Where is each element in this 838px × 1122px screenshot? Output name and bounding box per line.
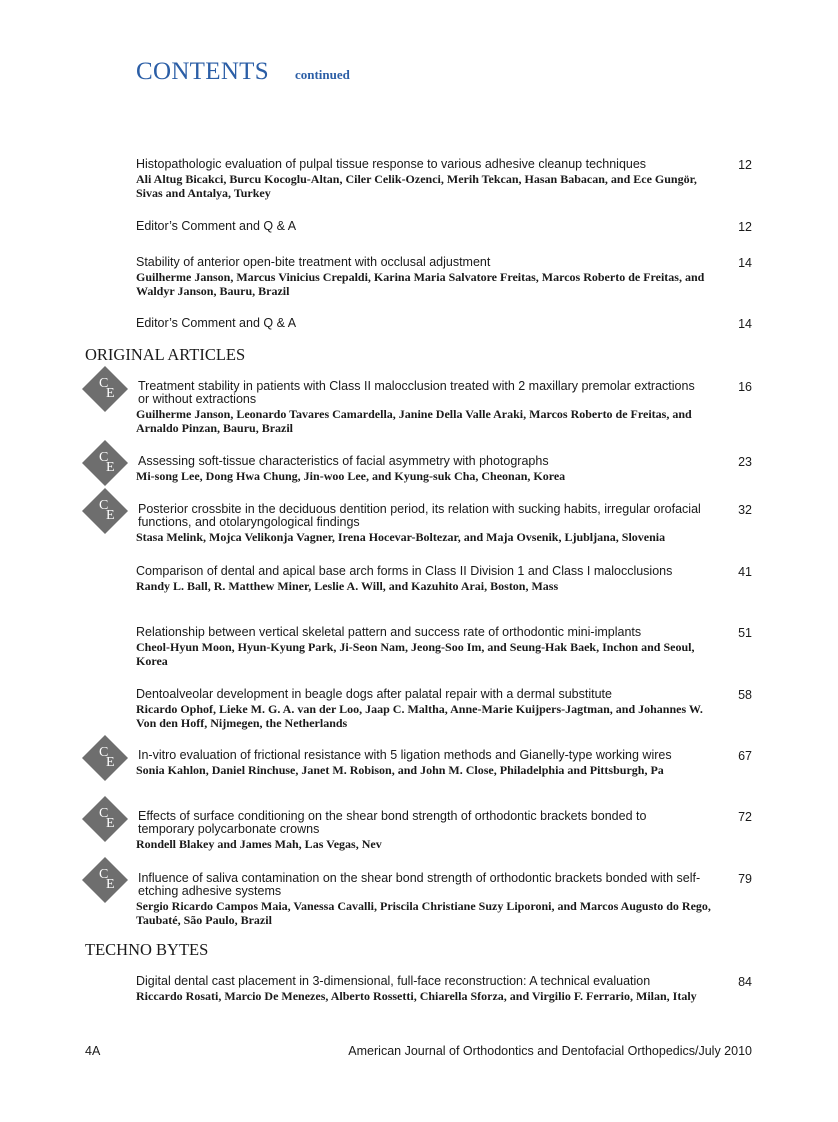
toc-entry[interactable] — [136, 455, 752, 483]
entry-title: Comparison of dental and apical base arch forms in Class II Division 1 and Class I malocclusions — [136, 564, 673, 578]
svg-text:C: C — [99, 450, 109, 465]
toc-entry[interactable] — [136, 975, 752, 1003]
entry-page: 12 — [738, 220, 752, 234]
entry-authors: Ali Altug Bicakci, Burcu Kocoglu-Altan, Ciler Celik-Ozenci, Merih Tekcan, Hasan Babacan, and Ece Gungör, Sivas and Antalya, Turkey — [136, 172, 697, 200]
svg-text:E: E — [106, 755, 115, 770]
toc-entry[interactable] — [136, 380, 752, 435]
toc-entry[interactable] — [136, 688, 752, 730]
footer-journal-name: American Journal of Orthodontics and Dentofacial Orthopedics/July 2010 — [348, 1044, 752, 1058]
svg-text:E: E — [106, 508, 115, 523]
entry-title: Relationship between vertical skeletal pattern and success rate of orthodontic mini-implants — [136, 625, 642, 639]
svg-text:E: E — [106, 460, 115, 475]
entry-title: Effects of surface conditioning on the shear bond strength of orthodontic brackets bonded to temporary polycarbonate crowns — [138, 809, 647, 836]
svg-text:E: E — [106, 386, 115, 401]
toc-entry[interactable] — [136, 872, 752, 927]
toc-entry[interactable] — [136, 317, 752, 330]
entry-page: 51 — [738, 626, 752, 640]
entry-page: 84 — [738, 975, 752, 989]
entry-authors: Guilherme Janson, Marcus Vinicius Crepaldi, Karina Maria Salvatore Freitas, Marcos Roberto de Freitas, and Waldyr Janson, Bauru, Brazil — [136, 270, 705, 298]
svg-text:E: E — [106, 816, 115, 831]
entry-page: 79 — [738, 872, 752, 886]
toc-entry[interactable] — [136, 158, 752, 200]
toc-entry[interactable] — [136, 503, 752, 544]
entry-authors: Sergio Ricardo Campos Maia, Vanessa Cavalli, Priscila Christiane Suzy Liporoni, and Marcos Augusto do Rego, Taubaté, São Paulo, Brazil — [136, 899, 711, 927]
section-heading-techno-bytes: TECHNO BYTES — [85, 940, 209, 959]
svg-text:C: C — [99, 376, 109, 391]
toc-entry[interactable] — [136, 565, 752, 593]
entry-title: Editor’s Comment and Q & A — [136, 219, 297, 233]
entry-page: 32 — [738, 503, 752, 517]
svg-text:C: C — [99, 806, 109, 821]
entry-authors: Stasa Melink, Mojca Velikonja Vagner, Irena Hocevar-Boltezar, and Maja Ovsenik, Ljubljana, Slovenia — [136, 530, 666, 544]
entry-page: 16 — [738, 380, 752, 394]
entry-page: 41 — [738, 565, 752, 579]
entry-authors: Rondell Blakey and James Mah, Las Vegas, Nev — [136, 837, 382, 851]
toc-entry[interactable] — [136, 810, 752, 851]
footer-page-number: 4A — [85, 1044, 101, 1058]
toc-entry[interactable] — [136, 749, 752, 777]
entry-authors: Ricardo Ophof, Lieke M. G. A. van der Loo, Jaap C. Maltha, Anne-Marie Kuijpers-Jagtman, and Johannes W. Von den Hoff, Nijmegen, the Netherlands — [136, 702, 703, 730]
entry-title: Influence of saliva contamination on the shear bond strength of orthodontic brackets bonded with self-etching adhesive systems — [138, 871, 701, 898]
toc-entry[interactable] — [136, 220, 752, 233]
ce-credit-icon — [82, 796, 128, 842]
entry-page: 72 — [738, 810, 752, 824]
svg-text:E: E — [106, 877, 115, 892]
ce-credit-icon — [82, 488, 128, 534]
contents-header — [136, 58, 350, 86]
svg-text:C: C — [99, 498, 109, 513]
entry-title: Digital dental cast placement in 3-dimensional, full-face reconstruction: A technical evaluation — [136, 974, 651, 988]
entry-page: 14 — [738, 317, 752, 331]
entry-title: Histopathologic evaluation of pulpal tissue response to various adhesive cleanup techniques — [136, 157, 647, 171]
entry-title: Dentoalveolar development in beagle dogs after palatal repair with a dermal substitute — [136, 687, 612, 701]
toc-entry[interactable] — [136, 626, 752, 668]
entry-title: Assessing soft-tissue characteristics of facial asymmetry with photographs — [138, 454, 549, 468]
entry-title: Editor’s Comment and Q & A — [136, 316, 297, 330]
entry-title: In-vitro evaluation of frictional resistance with 5 ligation methods and Gianelly-type working wires — [138, 748, 672, 762]
entry-page: 58 — [738, 688, 752, 702]
toc-entry[interactable] — [136, 256, 752, 298]
entry-title: Stability of anterior open-bite treatment with occlusal adjustment — [136, 255, 491, 269]
entry-page: 14 — [738, 256, 752, 270]
svg-text:C: C — [99, 867, 109, 882]
entry-page: 12 — [738, 158, 752, 172]
ce-credit-icon — [82, 735, 128, 781]
section-heading-original-articles: ORIGINAL ARTICLES — [85, 345, 246, 364]
entry-authors: Mi-song Lee, Dong Hwa Chung, Jin-woo Lee, and Kyung-suk Cha, Cheonan, Korea — [136, 469, 566, 483]
ce-credit-icon — [82, 857, 128, 903]
page-title: CONTENTS — [136, 58, 269, 85]
page-subtitle: continued — [294, 67, 350, 82]
entry-page: 67 — [738, 749, 752, 763]
svg-text:C: C — [99, 745, 109, 760]
entry-page: 23 — [738, 455, 752, 469]
ce-credit-icon — [82, 440, 128, 486]
ce-credit-icon — [82, 366, 128, 412]
entry-title: Treatment stability in patients with Class II malocclusion treated with 2 maxillary premolar extractions or without extractions — [138, 379, 695, 406]
entry-authors: Guilherme Janson, Leonardo Tavares Camardella, Janine Della Valle Araki, Marcos Roberto de Freitas, and Arnaldo Pinzan, Bauru, Brazil — [136, 407, 692, 435]
entry-authors: Riccardo Rosati, Marcio De Menezes, Alberto Rossetti, Chiarella Sforza, and Virgilio F. Ferrario, Milan, Italy — [136, 989, 697, 1003]
entry-authors: Randy L. Ball, R. Matthew Miner, Leslie A. Will, and Kazuhito Arai, Boston, Mass — [136, 579, 559, 593]
entry-authors: Cheol-Hyun Moon, Hyun-Kyung Park, Ji-Seon Nam, Jeong-Soo Im, and Seung-Hak Baek, Inchon and Seoul, Korea — [136, 640, 695, 668]
entry-title: Posterior crossbite in the deciduous dentition period, its relation with sucking habits, irregular orofacial functions, and otolaryngological findings — [138, 502, 701, 529]
entry-authors: Sonia Kahlon, Daniel Rinchuse, Janet M. Robison, and John M. Close, Philadelphia and Pittsburgh, Pa — [136, 763, 664, 777]
